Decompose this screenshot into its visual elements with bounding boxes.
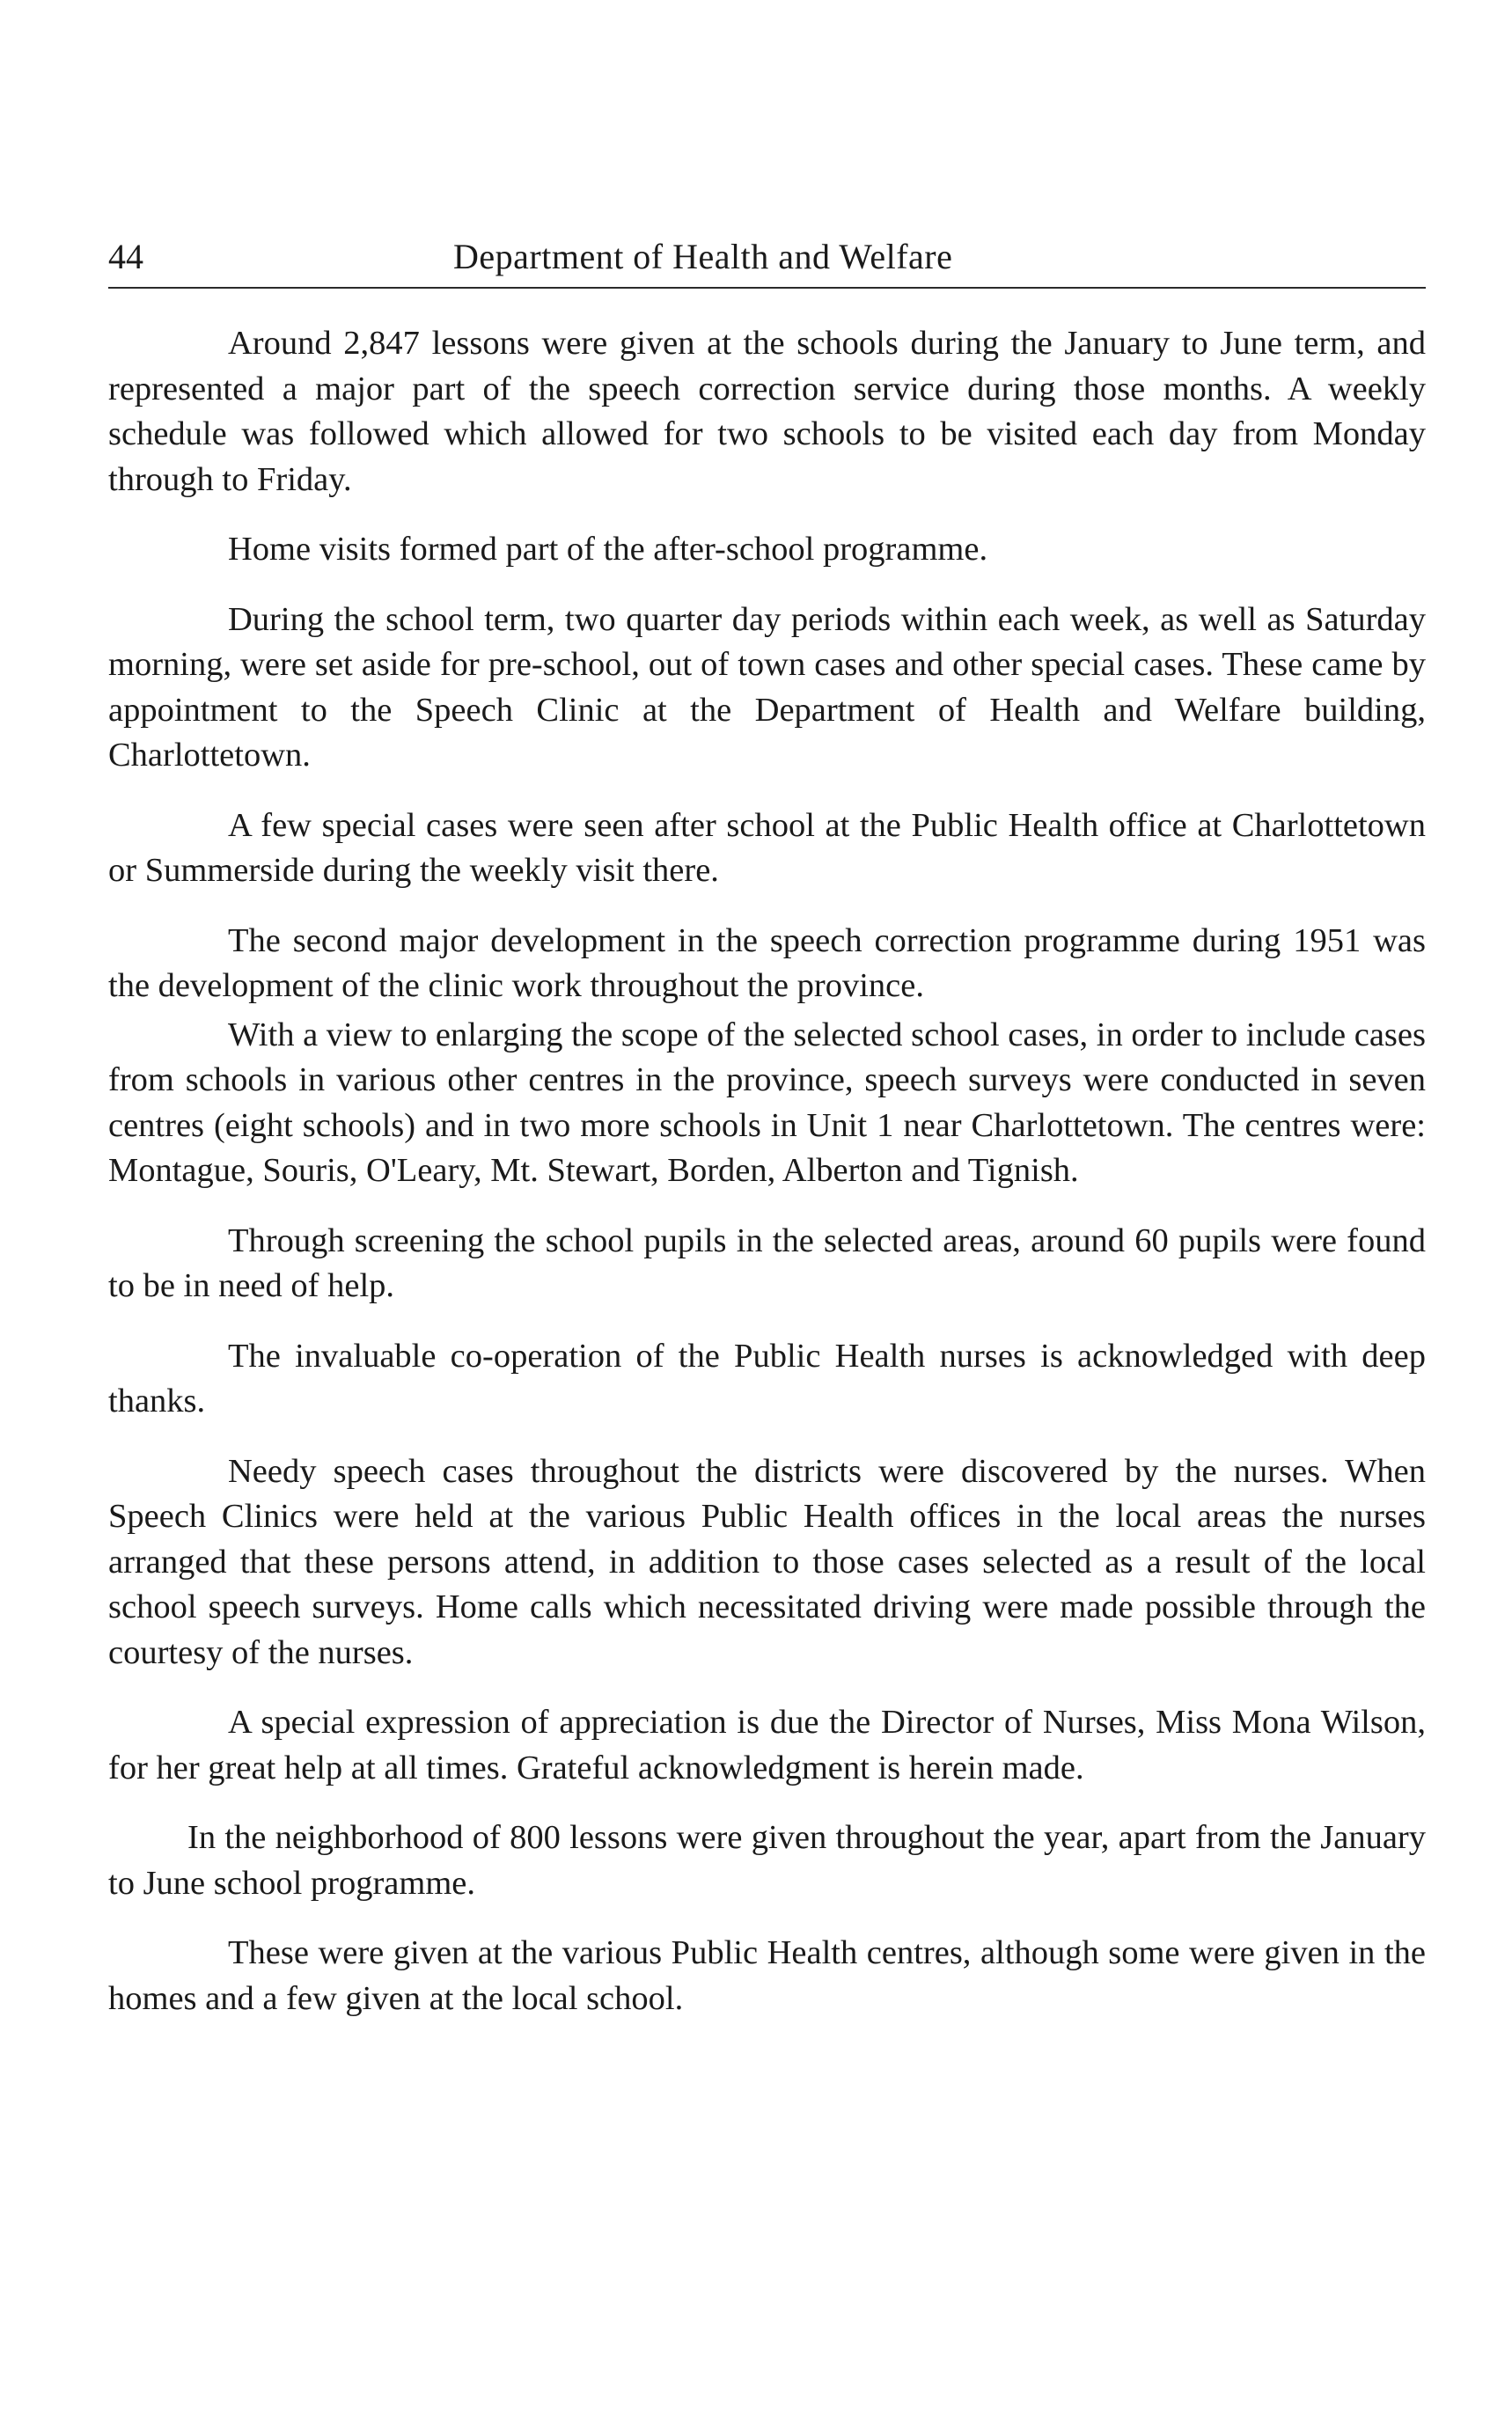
- page-header: [108, 231, 1426, 289]
- paragraph: These were given at the various Public Health centres, although some were given in the homes and a few given at the local school.: [108, 1934, 1426, 2017]
- paragraph: The invaluable co-operation of the Public Health nurses is acknowledged with deep thanks.: [108, 1337, 1426, 1419]
- paragraph: Through screening the school pupils in the selected areas, around 60 pupils were found to be in need of help.: [108, 1221, 1426, 1304]
- body-text: [108, 321, 1426, 2046]
- paragraph: In the neighborhood of 800 lessons were given throughout the year, apart from the January to June school programme.: [108, 1819, 1426, 1902]
- paragraph: The second major development in the speech correction programme during 1951 was the development of the clinic work throughout the province.: [108, 921, 1426, 1004]
- paragraph: A few special cases were seen after school at the Public Health office at Charlottetown or Summerside during the weekly visit there.: [108, 806, 1426, 889]
- paragraph: Around 2,847 lessons were given at the schools during the January to June term, and represented a major part of the speech correction service during those months. A weekly schedule was followed which allowed for two schools to be visited each day from Monday through to Friday.: [108, 325, 1426, 498]
- paragraph: Home visits formed part of the after-school programme.: [228, 531, 988, 568]
- paragraph: Needy speech cases throughout the districts were discovered by the nurses. When Speech Clinics were held at the various Public Health offices in the local areas the nurses arranged that these persons attend, in addition to those cases selected as a result of the local school speech surveys. Home calls which necessitated driving were made possible through the courtesy of the nurses.: [108, 1452, 1426, 1671]
- page-number: 44: [108, 237, 143, 276]
- paragraph: During the school term, two quarter day periods within each week, as well as Saturday morning, were set aside for pre-school, out of town cases and other special cases. These came by appointment to the Speech Clinic at the Department of Health and Welfare building, Charlottetown.: [108, 600, 1426, 774]
- paragraph: With a view to enlarging the scope of the selected school cases, in order to include cases from schools in various other centres in the province, speech surveys were conducted in seven centres (eight schools) and in two more schools in Unit 1 near Charlottetown. The centres were: Montague, Souris, O'Leary, Mt. Stewart, Borden, Alberton and Tignish.: [108, 1016, 1426, 1189]
- paragraph: A special expression of appreciation is due the Director of Nurses, Miss Mona Wilson, for her great help at all times. Grateful acknowledgment is herein made.: [108, 1704, 1426, 1786]
- running-head: Department of Health and Welfare: [453, 237, 953, 276]
